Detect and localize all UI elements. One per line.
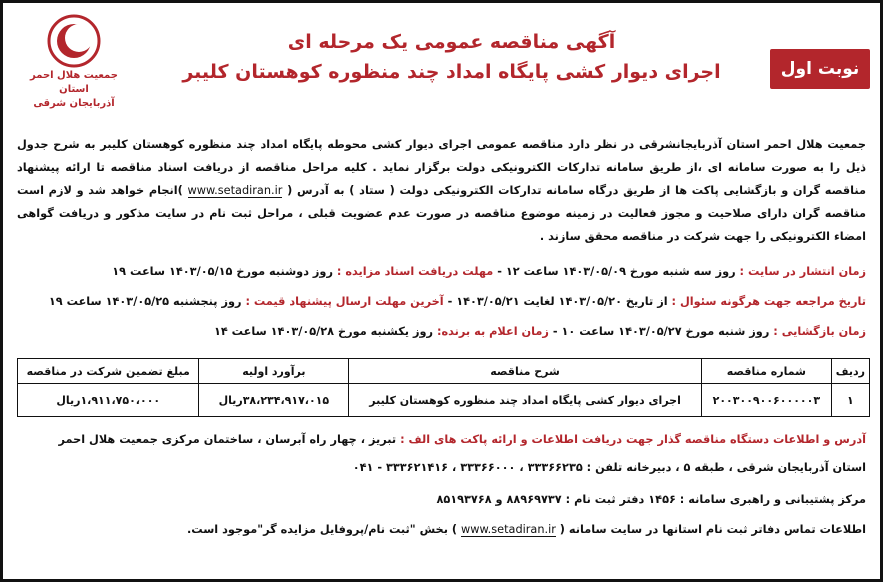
address-value: تبریز ، چهار راه آبرسان ، ساختمان مرکزی جمعیت هلال احمر	[58, 433, 397, 446]
title-line-2: اجرای دیوار کشی پایگاه امداد چند منظوره کوهستان کلیبر	[182, 61, 721, 83]
support-line: مرکز پشتیبانی و راهبری سامانه : ۱۴۵۶ دفتر ثبت نام : ۸۸۹۶۹۷۳۷ و ۸۵۱۹۳۷۶۸	[436, 493, 866, 506]
table-header-row	[18, 359, 870, 384]
col-tender-number: شماره مناقصه	[701, 359, 831, 384]
contact-text-1: اطلاعات تماس دفاتر ثبت نام استانها در سایت سامانه (	[559, 523, 866, 536]
opening-winner-line	[17, 325, 866, 338]
winner-value: روز یکشنبه مورخ ۱۴۰۳/۰۵/۲۸ ساعت ۱۴	[213, 325, 434, 338]
red-crescent-icon	[46, 13, 102, 69]
deadline-docs-value: روز دوشنبه مورخ ۱۴۰۳/۰۵/۱۵ ساعت ۱۹	[112, 265, 333, 278]
questions-label: تاریخ مراجعه جهت هرگونه سئوال :	[671, 295, 866, 308]
opening-value: روز شنبه مورخ ۱۴۰۳/۰۵/۲۷ ساعت ۱۰ -	[552, 325, 770, 338]
intro-text-2: )انجام خواهد شد و لازم است مناقصه گران دارای صلاحیت و مجوز فعالیت در زمینه موضوع مناقصه در صورت عدم عضویت قبلی ، مراحل ثبت نام در سایت مذکور و دریافت گواهی امضاء الکترونیکی را جهت شرکت در مناقصه محقق سازند .	[17, 184, 866, 243]
col-description: شرح مناقصه	[349, 359, 702, 384]
questions-value: از تاریخ ۱۴۰۳/۰۵/۲۰ لغایت ۱۴۰۳/۰۵/۲۱ -	[447, 295, 668, 308]
winner-label: زمان اعلام به برنده:	[436, 325, 549, 338]
contact-setad-link[interactable]: www.setadiran.ir	[460, 523, 556, 536]
cell-estimate: ۳۸،۲۳۴،۹۱۷،۰۱۵ریال	[199, 384, 349, 417]
publish-value: روز سه شنبه مورخ ۱۴۰۳/۰۵/۰۹ ساعت ۱۲ -	[497, 265, 736, 278]
notice-header	[3, 3, 880, 121]
col-guarantee: مبلغ تضمین شرکت در مناقصه	[18, 359, 199, 384]
opening-label: زمان بازگشایی :	[773, 325, 866, 338]
address-label: آدرس و اطلاعات دستگاه مناقصه گذار جهت دریافت اطلاعات و ارائه پاکت های الف :	[400, 433, 866, 446]
logo-text-line-1: جمعیت هلال احمر استان	[30, 70, 118, 95]
title-line-1: آگهی مناقصه عمومی یک مرحله ای	[287, 31, 616, 53]
address-line-2: استان آذربایجان شرقی ، طبقه ۵ ، دبیرخانه تلفن : ۳۳۳۶۶۲۳۵ ، ۳۳۳۶۶۰۰۰ ، ۳۳۳۶۲۱۴۱۶ - ۰۴۱	[352, 461, 866, 474]
contact-text-2: ) بخش "ثبت نام/پروفایل مزایده گر"موجود است.	[186, 523, 458, 536]
col-estimate: برآورد اولیه	[199, 359, 349, 384]
intro-text-1: جمعیت هلال احمر استان آذربایجانشرقی در نظر دارد مناقصه عمومی اجرای دیوار کشی محوطه پایگاه امداد چند منظوره کوهستان کلیبر به شرح جدول ذیل را به صورت سامانه ای ،از طریق سامانه تدارکات الکترونیکی دولت برگزار نماید . کلیه مراحل مناقصه از دریافت اسناد مناقصه تا ارائه پیشنهاد مناقصه گران و بازگشایی پاکت ها از طریق درگاه سامانه تدارکات الکترونیکی دولت ( ستاد ) به آدرس (	[17, 138, 866, 197]
contact-line	[17, 523, 866, 536]
cell-description: اجرای دیوار کشی پایگاه امداد چند منظوره کوهستان کلیبر	[349, 384, 702, 417]
cell-tender-number: ۲۰۰۳۰۰۹۰۰۶۰۰۰۰۰۳	[701, 384, 831, 417]
publish-label: زمان انتشار در سایت :	[739, 265, 866, 278]
cell-guarantee: ۱،۹۱۱،۷۵۰،۰۰۰ریال	[18, 384, 199, 417]
setad-link[interactable]: www.setadiran.ir	[187, 184, 283, 197]
table-row	[18, 384, 870, 417]
col-row-number: ردیف	[831, 359, 869, 384]
notice-title	[153, 31, 750, 83]
cell-row-number: ۱	[831, 384, 869, 417]
first-round-badge: نوبت اول	[770, 49, 870, 89]
tender-table	[17, 358, 870, 417]
logo-text-line-2: آذربایجان شرقی	[33, 98, 115, 109]
deadline-offer-label: آخرین مهلت ارسال پیشنهاد قیمت :	[245, 295, 444, 308]
red-crescent-logo	[19, 13, 129, 111]
questions-offer-line	[17, 295, 866, 308]
intro-paragraph	[17, 133, 866, 248]
deadline-docs-label: مهلت دریافت اسناد مزایده :	[336, 265, 494, 278]
deadline-offer-value: روز پنجشنبه ۱۴۰۳/۰۵/۲۵ ساعت ۱۹	[48, 295, 242, 308]
publish-deadline-line	[17, 265, 866, 278]
address-line-1	[17, 433, 866, 446]
